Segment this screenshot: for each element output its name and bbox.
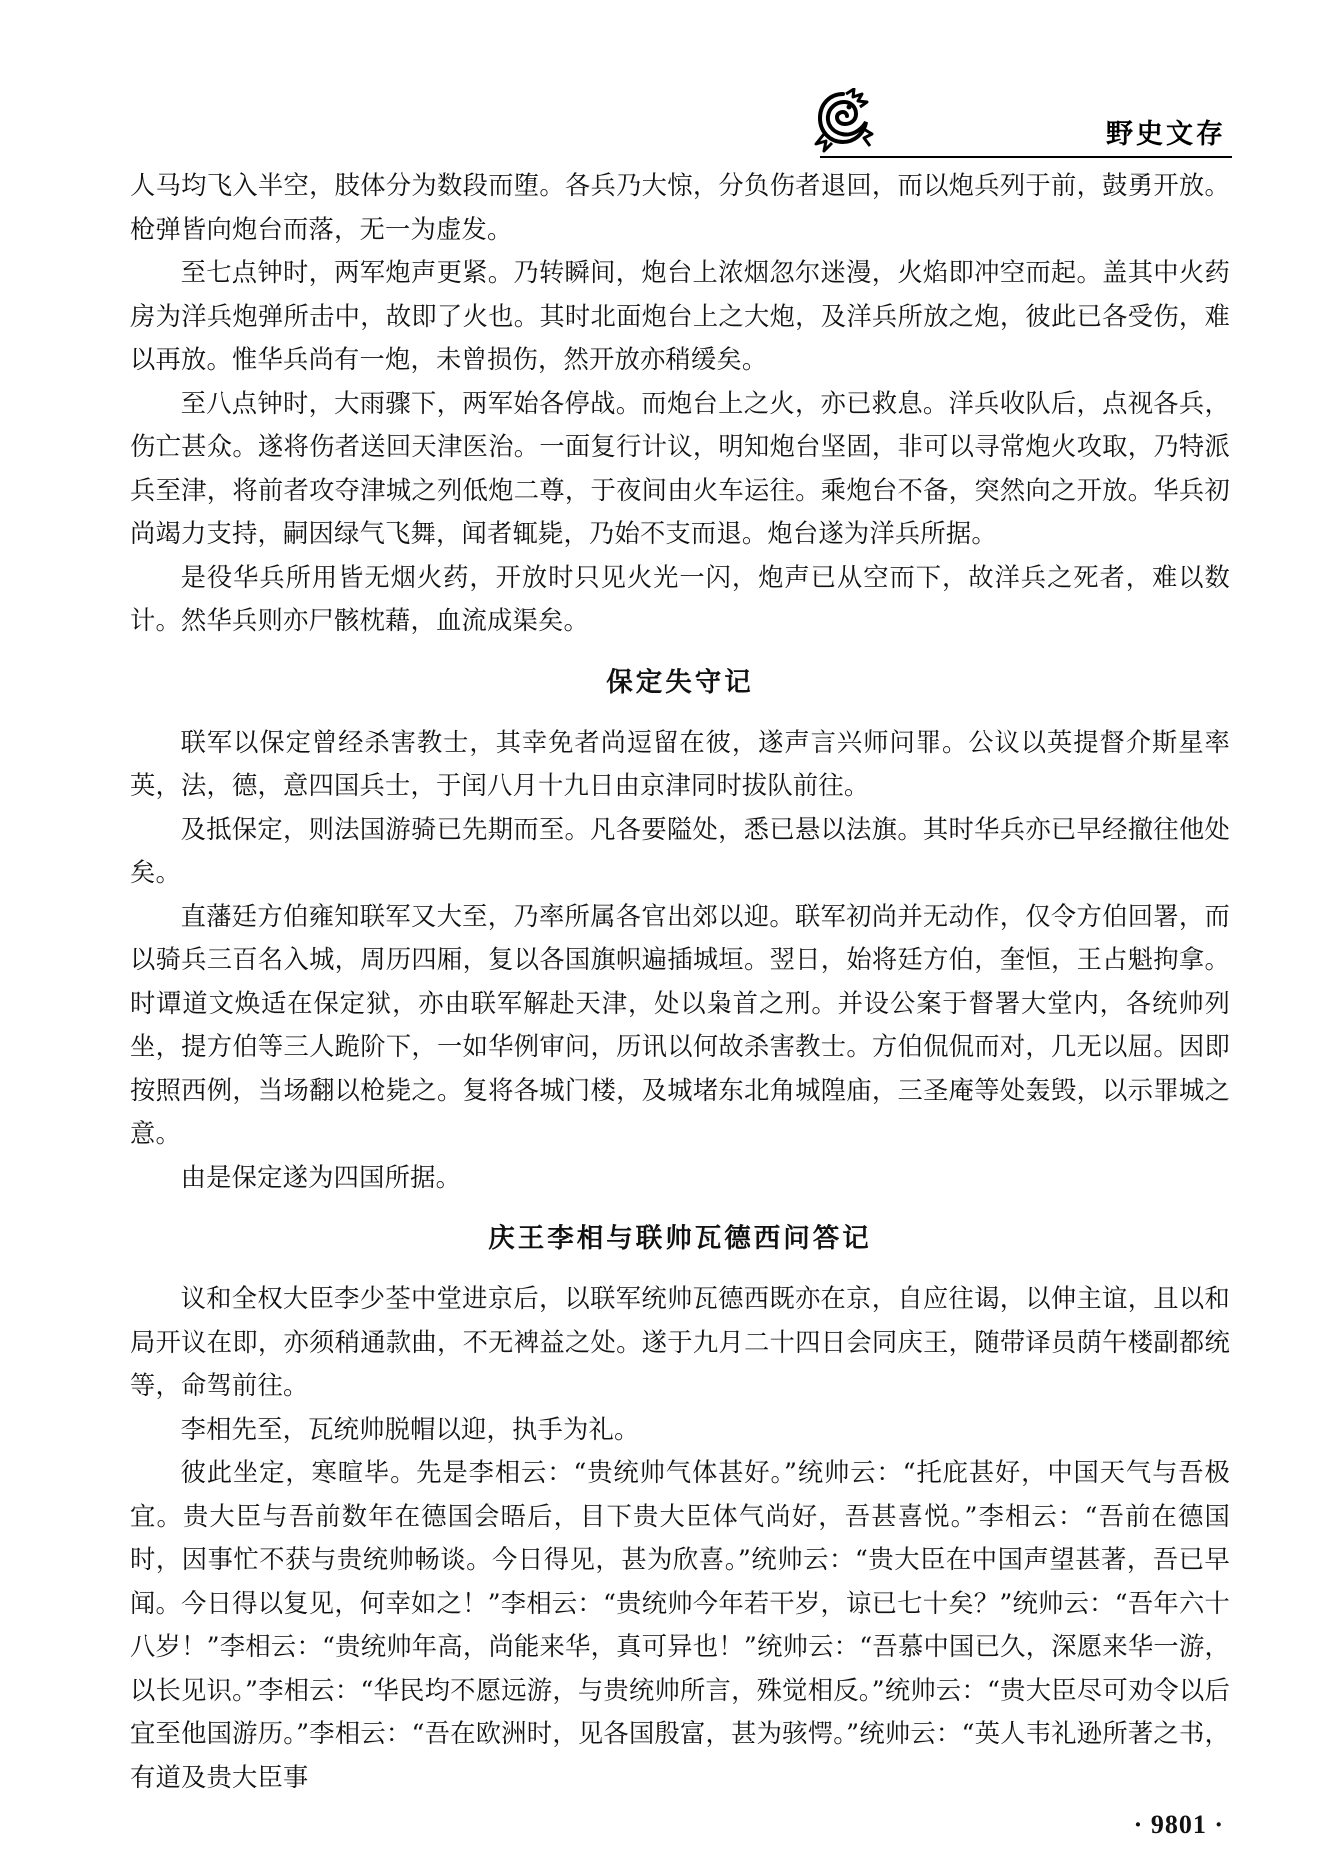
header-rule [820,156,1232,158]
paragraph: 直藩廷方伯雍知联军又大至，乃率所属各官出郊以迎。联军初尚并无动作，仅令方伯回署，而以骑兵三百名入城，周历四厢，复以各国旗帜遍插城垣。翌日，始将廷方伯，奎恒，王占魁拘拿。时谭道文焕适在保定狱，亦由联军解赴天津，处以枭首之刑。并设公案于督署大堂内，各统帅列坐，提方伯等三人跪阶下，一如华例审问，历讯以何故杀害教士。方伯侃侃而对，几无以屈。因即按照西例，当场翻以枪毙之。复将各城门楼，及城堵东北角城隍庙，三圣庵等处轰毁，以示罪城之意。 [130,901,1230,1148]
paragraph: 是役华兵所用皆无烟火药，开放时只见火光一闪，炮声已从空而下，故洋兵之死者，难以数计。然华兵则亦尸骸枕藉，血流成渠矣。 [130,562,1230,635]
paragraph: 及抵保定，则法国游骑已先期而至。凡各要隘处，悉已悬以法旗。其时华兵亦已早经撤往他处矣。 [130,814,1230,887]
section-heading: 庆王李相与联帅瓦德西问答记 [488,1223,872,1254]
paragraph: 至七点钟时，两军炮声更紧。乃转瞬间，炮台上浓烟忽尔迷漫，火焰即冲空而起。盖其中火药房为洋兵炮弹所击中，故即了火也。其时北面炮台上之大炮，及洋兵所放之炮，彼此已各受伤，难以再放。惟华兵尚有一炮，未曾损伤，然开放亦稍缓矣。 [130,258,1230,374]
paragraph: 由是保定遂为四国所据。 [180,1162,462,1192]
page-number: · 9801 · [1133,1810,1224,1839]
paragraph: 联军以保定曾经杀害教士，其幸免者尚逗留在彼，遂声言兴师问罪。公议以英提督介斯星率英，法，德，意四国兵士，于闰八月十九日由京津同时拔队前往。 [130,727,1230,800]
running-header-title: 野史文存 [1106,119,1226,150]
paragraph: 至八点钟时，大雨骤下，两军始各停战。而炮台上之火，亦已救息。洋兵收队后，点视各兵，伤亡甚众。遂将伤者送回天津医治。一面复行计议，明知炮台坚固，非可以寻常炮火攻取，乃特派兵至津，将前者攻夺津城之列低炮二尊，于夜间由火车运往。乘炮台不备，突然向之开放。华兵初尚竭力支持，嗣因绿气飞舞，闻者辄毙，乃始不支而退。炮台遂为洋兵所据。 [130,388,1230,548]
paragraph: 人马均飞入半空，肢体分为数段而堕。各兵乃大惊，分负伤者退回，而以炮兵列于前，鼓勇开放。枪弹皆向炮台而落，无一为虚发。 [130,171,1230,244]
body-text [130,164,1230,1799]
dragon-emblem-icon [810,88,876,154]
paragraph: 李相先至，瓦统帅脱帽以迎，执手为礼。 [180,1414,640,1444]
paragraph: 彼此坐定，寒暄毕。先是李相云：“贵统帅气体甚好。”统帅云：“托庇甚好，中国天气与吾极宜。贵大臣与吾前数年在德国会晤后，目下贵大臣体气尚好，吾甚喜悦。”李相云：“吾前在德国时，因事忙不获与贵统帅畅谈。今日得见，甚为欣喜。”统帅云：“贵大臣在中国声望甚著，吾已早闻。今日得以复见，何幸如之！”李相云：“贵统帅今年若干岁，谅已七十矣？”统帅云：“吾年六十八岁！”李相云：“贵统帅年高，尚能来华，真可异也！”统帅云：“吾慕中国已久，深愿来华一游，以长见识。”李相云：“华民均不愿远游，与贵统帅所言，殊觉相反。”统帅云：“贵大臣尽可劝令以后宜至他国游历。”李相云：“吾在欧洲时，见各国殷富，甚为骇愕。”统帅云：“英人韦礼逊所著之书，有道及贵大臣事 [130,1458,1230,1792]
section-heading: 保定失守记 [606,666,754,698]
running-header [0,0,1322,170]
paragraph: 议和全权大臣李少荃中堂进京后，以联军统帅瓦德西既亦在京，自应往谒，以伸主谊，且以和局开议在即，亦须稍通款曲，不无裨益之处。遂于九月二十四日会同庆王，随带译员荫午楼副都统等，命驾前往。 [130,1284,1230,1400]
